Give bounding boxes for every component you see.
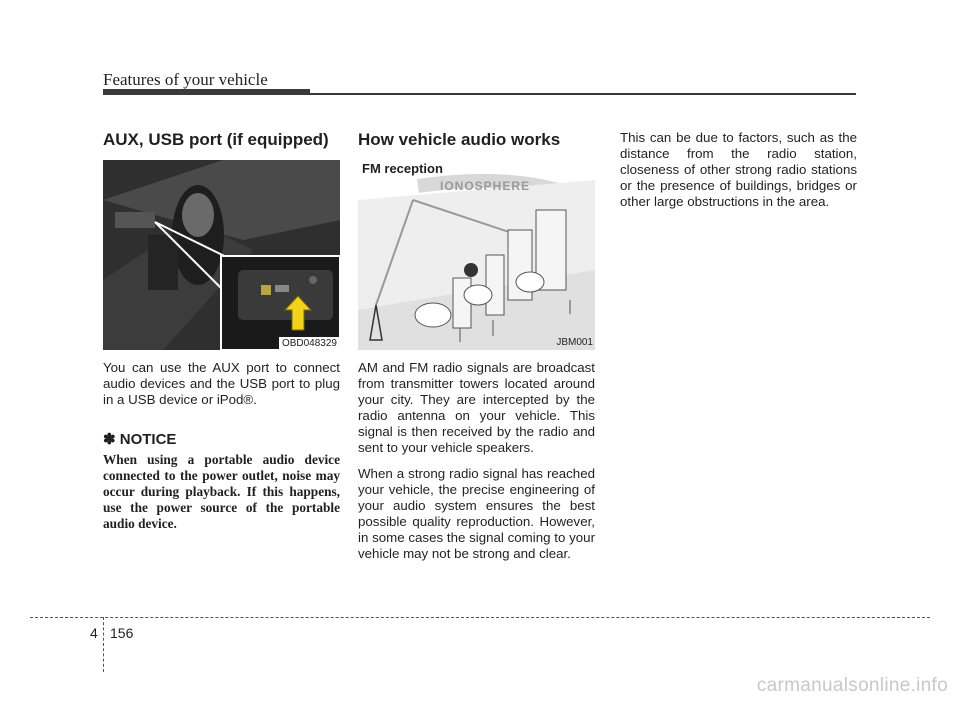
aux-usb-port-photo: [103, 160, 340, 350]
header-bar: [103, 89, 310, 95]
notice-text: When using a portable audio device connected to the power outlet, noise may occur during playback. If this happens, use the power source of the portable audio device.: [103, 452, 340, 531]
page-number: 156: [110, 625, 134, 641]
column-aux-usb: [103, 130, 340, 532]
figure-code: JBM001: [556, 337, 593, 348]
notice-heading: ✽ NOTICE: [103, 431, 177, 448]
section-heading-audio: How vehicle audio works: [358, 130, 561, 149]
section-heading-aux-usb: AUX, USB port (if equipped): [103, 130, 329, 149]
ionosphere-label: IONOSPHERE: [440, 179, 531, 193]
console-illustration: [103, 160, 340, 350]
footer-divider: [103, 617, 105, 672]
header-rule: [310, 93, 856, 95]
footer-rule: [30, 617, 930, 618]
aux-usb-description: You can use the AUX port to connect audio devices and the USB port to plug in a USB device or iPod®.: [103, 360, 340, 407]
column-audio-works: [358, 130, 595, 562]
fm-reception-illustration: [358, 160, 595, 350]
figure-code: OBD048329: [279, 337, 340, 350]
column-continuation: [620, 130, 857, 210]
chapter-number: 4: [90, 625, 98, 641]
watermark: carmanualsonline.info: [756, 675, 948, 696]
figure-title: FM reception: [362, 161, 443, 176]
running-header: Features of your vehicle: [103, 70, 268, 89]
signal-factors-paragraph: This can be due to factors, such as the distance from the radio station, closeness of other strong radio stations or the presence of buildings, bridges or other large obstructions in the area.: [620, 130, 857, 209]
audio-paragraph-1: AM and FM radio signals are broadcast from transmitter towers located around your city. They are intercepted by the radio antenna on your vehicle. This signal is then received by the radio and sent to your vehicle speakers.: [358, 360, 595, 455]
audio-paragraph-2: When a strong radio signal has reached your vehicle, the precise engineering of your audio system ensures the best possible quality reproduction. However, in some cases the signal coming to your vehicle may not be strong and clear.: [358, 466, 595, 561]
